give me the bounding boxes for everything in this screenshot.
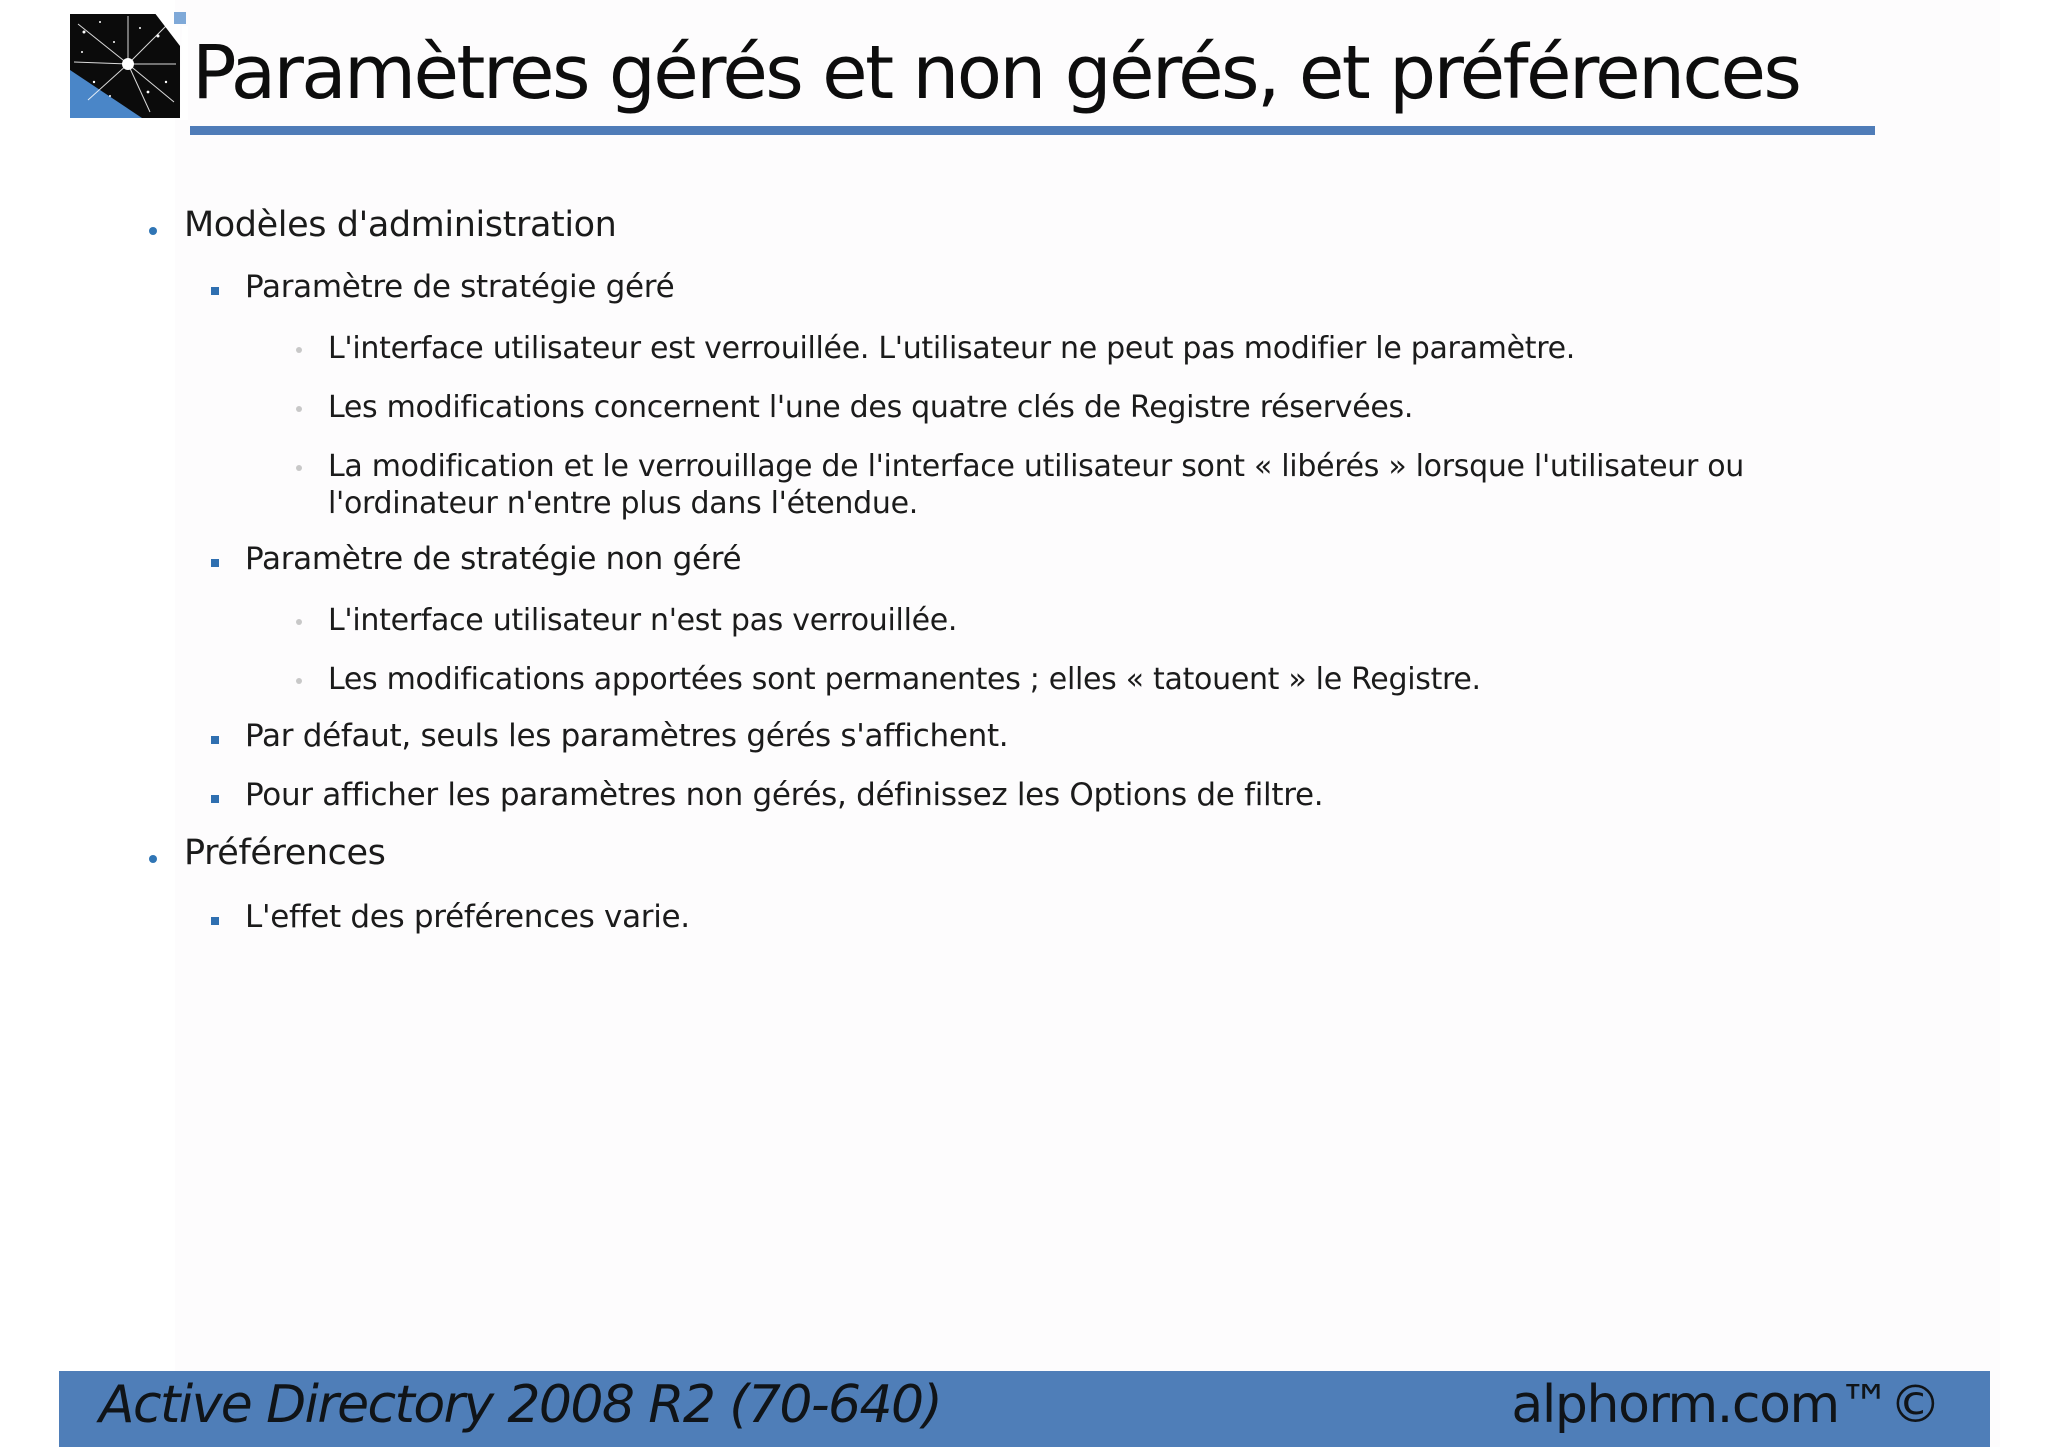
bullet-marker <box>149 855 157 863</box>
bullet-marker <box>296 678 302 684</box>
footer-brand: alphorm.com™© <box>1511 1375 1940 1435</box>
bullet-item: Préférences <box>184 833 386 873</box>
bullet-marker <box>211 287 219 295</box>
bullet-item: L'interface utilisateur est verrouillée. L'utilisateur ne peut pas modifier le paramètre. <box>328 331 1575 366</box>
bullet-item: Paramètre de stratégie géré <box>245 269 675 305</box>
bullet-marker <box>211 736 219 744</box>
footer-bar <box>59 1371 1990 1447</box>
starburst-logo-icon <box>70 12 188 120</box>
bullet-item: Paramètre de stratégie non géré <box>245 541 742 577</box>
bullet-marker <box>296 619 302 625</box>
bullet-item: La modification et le verrouillage de l'interface utilisateur sont « libérés » lorsque l'utilisateur ou l'ordinateur n'entre plus dans l'étendue. <box>328 449 1744 521</box>
slide-title: Paramètres gérés et non gérés, et préférences <box>192 30 1800 116</box>
title-underline <box>190 126 1875 135</box>
bullet-item: Pour afficher les paramètres non gérés, définissez les Options de filtre. <box>245 777 1324 813</box>
bullet-marker <box>149 227 157 235</box>
bullet-item: Les modifications concernent l'une des quatre clés de Registre réservées. <box>328 390 1414 425</box>
bullet-item: L'effet des préférences varie. <box>245 899 690 935</box>
footer-course-title: Active Directory 2008 R2 (70-640) <box>99 1375 942 1435</box>
bullet-marker <box>211 559 219 567</box>
bullet-item: Modèles d'administration <box>184 205 617 245</box>
bullet-marker <box>296 347 302 353</box>
bullet-marker <box>296 406 302 412</box>
bullet-marker <box>296 465 302 471</box>
bullet-item: Par défaut, seuls les paramètres gérés s'affichent. <box>245 718 1009 754</box>
bullet-marker <box>211 917 219 925</box>
bullet-marker <box>211 795 219 803</box>
bullet-item: L'interface utilisateur n'est pas verrouillée. <box>328 603 958 638</box>
bullet-item: Les modifications apportées sont permanentes ; elles « tatouent » le Registre. <box>328 662 1481 697</box>
